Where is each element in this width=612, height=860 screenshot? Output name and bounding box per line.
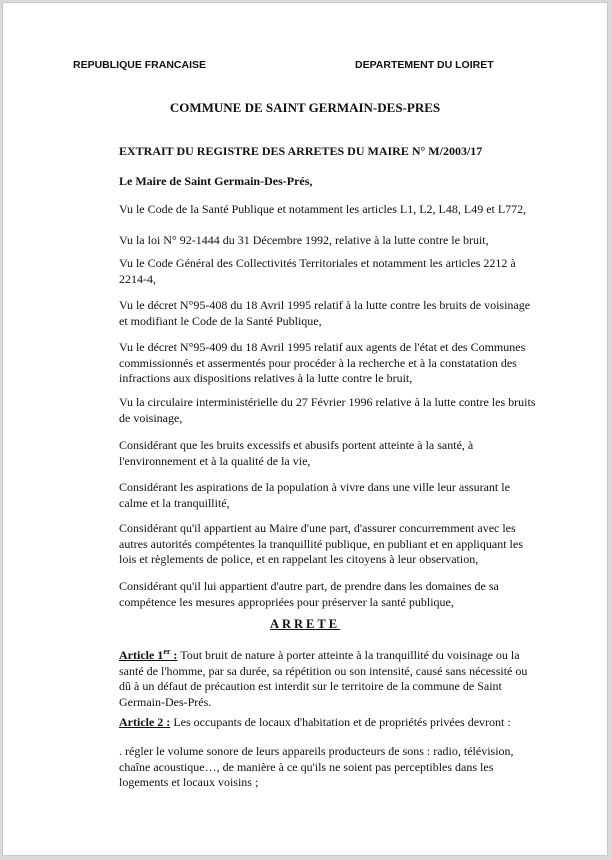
- arrete-heading: ARRETE: [269, 617, 341, 631]
- article-2-bullet-1: . régler le volume sonore de leurs appareils producteurs de sons : radio, télévision, chaîne acoustique…, de manière à ce qu'ils ne soient pas perceptibles dans les logements et locaux voisins ;: [119, 744, 514, 789]
- extract-heading: EXTRAIT DU REGISTRE DES ARRETES DU MAIRE N° M/2003/17: [119, 144, 483, 158]
- mayor-line: Le Maire de Saint Germain-Des-Prés,: [119, 174, 313, 188]
- article-2-label: Article 2 :: [119, 715, 171, 729]
- paragraph-vu-loi: Vu la loi N° 92-1444 du 31 Décembre 1992, relative à la lutte contre le bruit,: [119, 233, 489, 247]
- paragraph-vu-decret-409: Vu le décret N°95-409 du 18 Avril 1995 relatif aux agents de l'état et des Communes commissionnés et assermentés pour procéder à la recherche et à la constatation des infractions aux dispositions relatives à la lutte contre le bruit,: [119, 340, 526, 385]
- paragraph-considerant-aspirations: Considérant les aspirations de la population à vivre dans une ville leur assurant le calme et la tranquillité,: [119, 480, 510, 510]
- article-1-label: Article 1er :: [119, 647, 178, 662]
- commune-title: COMMUNE DE SAINT GERMAIN-DES-PRES: [169, 100, 441, 115]
- article-1-text: Tout bruit de nature à porter atteinte à la tranquillité du voisinage ou la santé de l'homme, par sa durée, sa répétition ou son intensité, causé sans nécessité ou dû à un défaut de précaution est interdit sur le territoire de la commune de Saint Germain-Des-Prés.: [119, 648, 528, 709]
- paragraph-considerant-maire: Considérant qu'il appartient au Maire d'une part, d'assurer concurremment avec les autres autorités compétentes la tranquillité publique, en publiant et en appliquant les lois et règlements de police, et en rappelant les citoyens à leur observation,: [119, 521, 523, 566]
- article-2: [119, 715, 539, 731]
- article-1: [119, 644, 539, 710]
- paragraph-vu-circulaire: Vu la circulaire interministérielle du 27 Février 1996 relative à la lutte contre les bruits de voisinage,: [119, 395, 536, 425]
- document-page: [2, 2, 608, 856]
- header-republic: REPUBLIQUE FRANCAISE: [73, 59, 207, 71]
- article-2-text: Les occupants de locaux d'habitation et de propriétés privées devront :: [170, 715, 511, 729]
- paragraph-considerant-sante-publique: Considérant qu'il lui appartient d'autre part, de prendre dans les domaines de sa compétence les mesures appropriées pour préserver la santé publique,: [119, 579, 499, 609]
- header-department: DEPARTEMENT DU LOIRET: [355, 59, 494, 71]
- paragraph-considerant-sante: Considérant que les bruits excessifs et abusifs portent atteinte à la santé, à l'environnement et à la qualité de la vie,: [119, 438, 474, 468]
- paragraph-vu-cgct: Vu le Code Général des Collectivités Territoriales et notamment les articles 2212 à 2214-4,: [119, 256, 516, 286]
- paragraph-vu-code-sante: Vu le Code de la Santé Publique et notamment les articles L1, L2, L48, L49 et L772,: [119, 202, 527, 216]
- paragraph-vu-decret-408: Vu le décret N°95-408 du 18 Avril 1995 relatif à la lutte contre les bruits de voisinage et modifiant le Code de la Santé Publique,: [119, 298, 531, 328]
